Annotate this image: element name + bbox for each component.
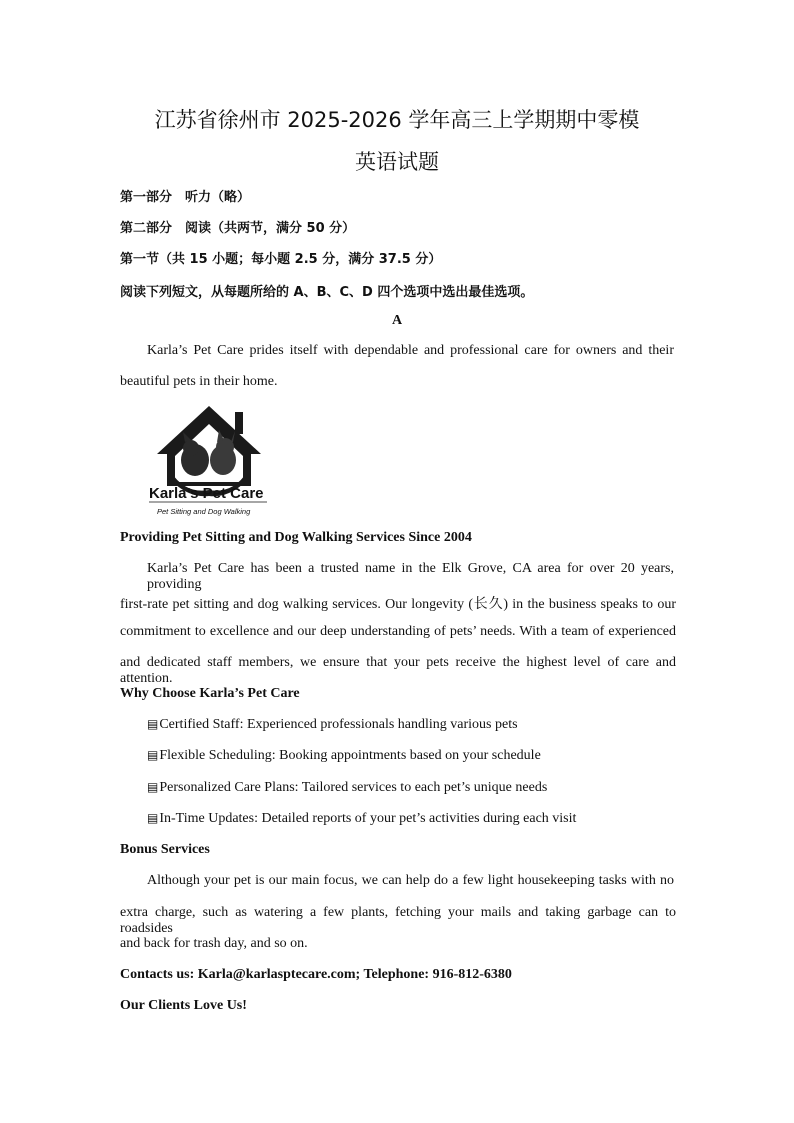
intro-line-2: beautiful pets in their home. — [120, 374, 278, 389]
paragraph1-line-4: and dedicated staff members, we ensure that your pets receive the highest level of care and attention. — [120, 655, 676, 686]
passage-label: A — [391, 313, 403, 328]
list-item — [147, 748, 541, 764]
list-item-text: Flexible Scheduling: Booking appointments based on your schedule — [159, 748, 541, 763]
paragraph1-line-2: first-rate pet sitting and dog walking services. Our longevity (长久) in the business speaks to our — [120, 597, 676, 612]
instructions: 阅读下列短文，从每题所给的 A、B、C、D 四个选项中选出最佳选项。 — [120, 285, 534, 300]
paragraph1-line-3: commitment to excellence and our deep understanding of pets’ needs. With a team of experienced — [120, 624, 676, 639]
page-subtitle: 英语试题 — [355, 150, 439, 174]
list-icon: ▤ — [147, 748, 159, 762]
list-item — [147, 811, 576, 827]
paragraph2-line-3: and back for trash day, and so on. — [120, 936, 308, 951]
heading-bonus-services: Bonus Services — [120, 842, 210, 857]
list-item — [147, 717, 518, 733]
heading-services-since: Providing Pet Sitting and Dog Walking Services Since 2004 — [120, 530, 472, 545]
logo-tagline: Pet Sitting and Dog Walking — [157, 507, 251, 516]
paragraph1-line-1: Karla’s Pet Care has been a trusted name in the Elk Grove, CA area for over 20 years, providing — [147, 561, 674, 592]
paragraph2-line-2: extra charge, such as watering a few plants, fetching your mails and taking garbage can to roadsides — [120, 905, 676, 936]
logo-name: Karla’s Pet Care — [149, 485, 264, 502]
contact-info: Contacts us: Karla@karlasptecare.com; Telephone: 916-812-6380 — [120, 967, 512, 982]
list-icon: ▤ — [147, 811, 159, 825]
list-item-text: In-Time Updates: Detailed reports of your pet’s activities during each visit — [159, 811, 577, 826]
section-part1: 第一部分 听力（略） — [120, 190, 251, 205]
section-part2: 第二部分 阅读（共两节，满分 50 分） — [120, 221, 356, 236]
list-item — [147, 780, 547, 796]
heading-why-choose: Why Choose Karla’s Pet Care — [120, 686, 300, 701]
intro-line-1: Karla’s Pet Care prides itself with dependable and professional care for owners and their — [147, 343, 674, 358]
list-item-text: Certified Staff: Experienced professionals handling various pets — [159, 717, 518, 732]
list-icon: ▤ — [147, 780, 159, 794]
page-title: 江苏省徐州市 2025-2026 学年高三上学期期中零模 — [154, 108, 640, 132]
heading-clients-love: Our Clients Love Us! — [120, 998, 247, 1013]
section-sec1: 第一节（共 15 小题；每小题 2.5 分，满分 37.5 分） — [120, 252, 442, 267]
paragraph2-line-1: Although your pet is our main focus, we can help do a few light housekeeping tasks with no — [147, 873, 674, 888]
list-item-text: Personalized Care Plans: Tailored services to each pet’s unique needs — [159, 780, 548, 795]
house-with-dog-and-cat-logo — [145, 402, 275, 520]
list-icon: ▤ — [147, 717, 159, 731]
